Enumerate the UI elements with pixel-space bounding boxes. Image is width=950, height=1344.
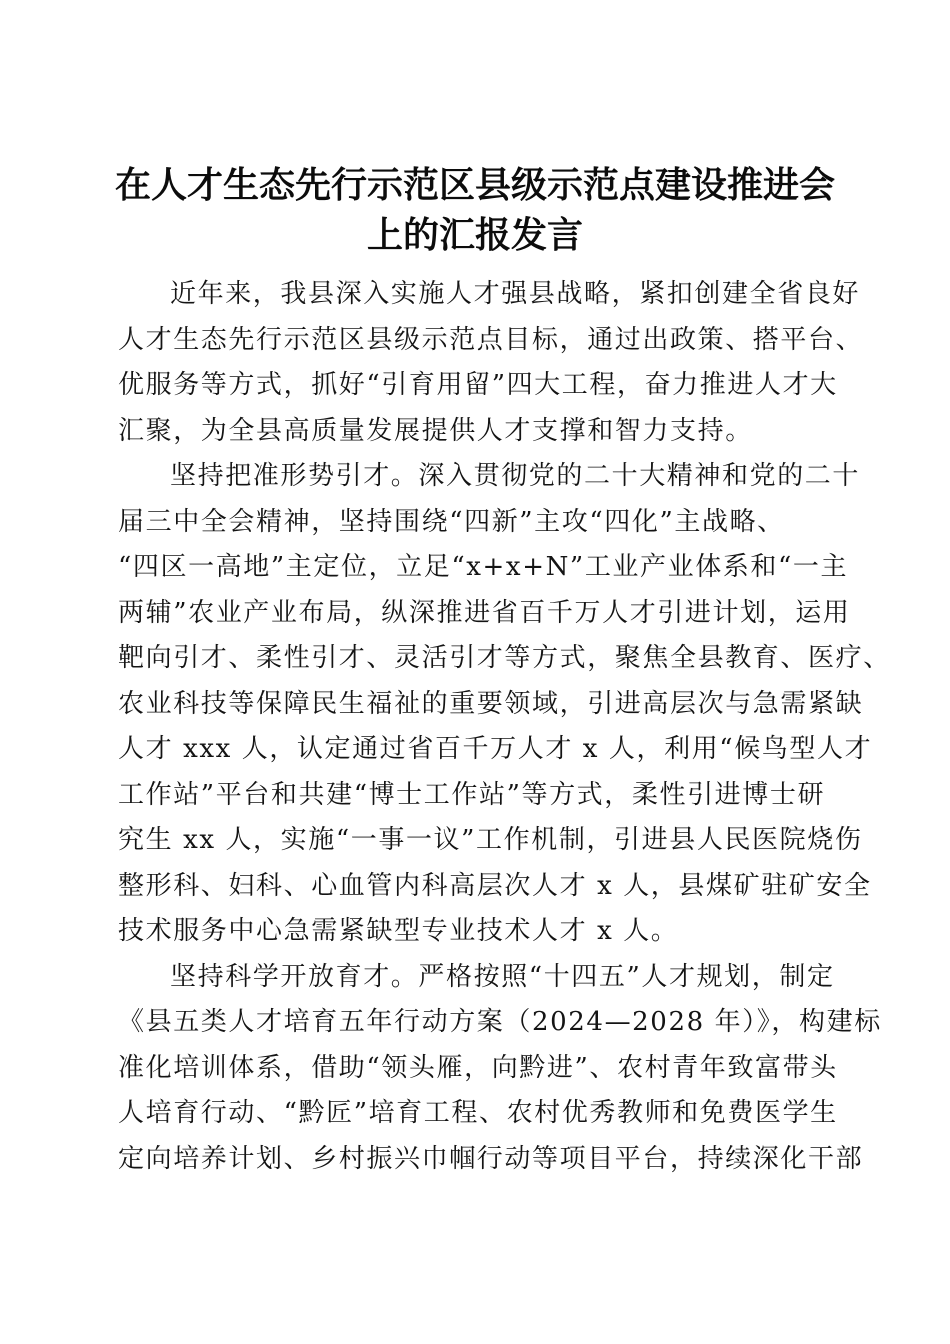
text-line: 届三中全会精神，坚持围绕“四新”主攻“四化”主战略、 (118, 506, 785, 537)
text-line: 人才 xxx 人，认定通过省百千万人才 x 人，利用“候鸟型人才 (118, 734, 873, 764)
text-line: 技术服务中心急需紧缺型专业技术人才 x 人。 (118, 916, 679, 946)
text-line: 人培育行动、“黔匠”培育工程、农村优秀教师和免费医学生 (118, 1098, 838, 1128)
text-line: 靶向引才、柔性引才、灵活引才等方式，聚焦全县教育、医疗、 (118, 643, 891, 673)
text-line: 农业科技等保障民生福祉的重要领域，引进高层次与急需紧缺 (118, 688, 864, 719)
text-line: 定向培养计划、乡村振兴巾帼行动等项目平台，持续深化干部 (118, 1143, 864, 1174)
paragraph-recruit-talent (118, 454, 891, 955)
text-line: 工作站”平台和共建“博士工作站”等方式，柔性引进博士研 (118, 779, 826, 810)
text-line: 究生 xx 人，实施“一事一议”工作机制，引进县人民医院烧伤 (118, 825, 863, 855)
document-title (80, 160, 870, 260)
paragraph-cultivate-talent (118, 955, 882, 1183)
text-line: 优服务等方式，抓好“引育用留”四大工程，奋力推进人才大 (118, 370, 838, 400)
paragraph-intro (118, 272, 864, 454)
text-line: 近年来，我县深入实施人才强县战略，紧扣创建全省良好 (170, 279, 861, 309)
text-line: 汇聚，为全县高质量发展提供人才支撑和智力支持。 (118, 415, 753, 446)
text-line: 人才生态先行示范区县级示范点目标，通过出政策、搭平台、 (118, 324, 864, 355)
text-line: 整形科、妇科、心血管内科高层次人才 x 人，县煤矿驻矿安全 (118, 870, 872, 901)
title-line-1: 在人才生态先行示范区县级示范点建设推进会 (114, 164, 835, 207)
text-line: 坚持科学开放育才。严格按照“十四五”人才规划，制定 (170, 961, 835, 992)
title-line-2: 上的汇报发言 (366, 214, 583, 257)
text-line: 两辅”农业产业布局，纵深推进省百千万人才引进计划，运用 (118, 597, 851, 628)
text-line: 坚持把准形势引才。深入贯彻党的二十大精神和党的二十 (170, 461, 861, 491)
text-line: “四区一高地”主定位，立足“x+x+N”工业产业体系和“一主 (118, 552, 849, 582)
text-line: 《县五类人才培育五年行动方案（2024—2028 年）》，构建标 (118, 1007, 882, 1037)
document-body (118, 272, 891, 1182)
text-line: 准化培训体系，借助“领头雁，向黔进”、农村青年致富带头 (118, 1052, 838, 1083)
